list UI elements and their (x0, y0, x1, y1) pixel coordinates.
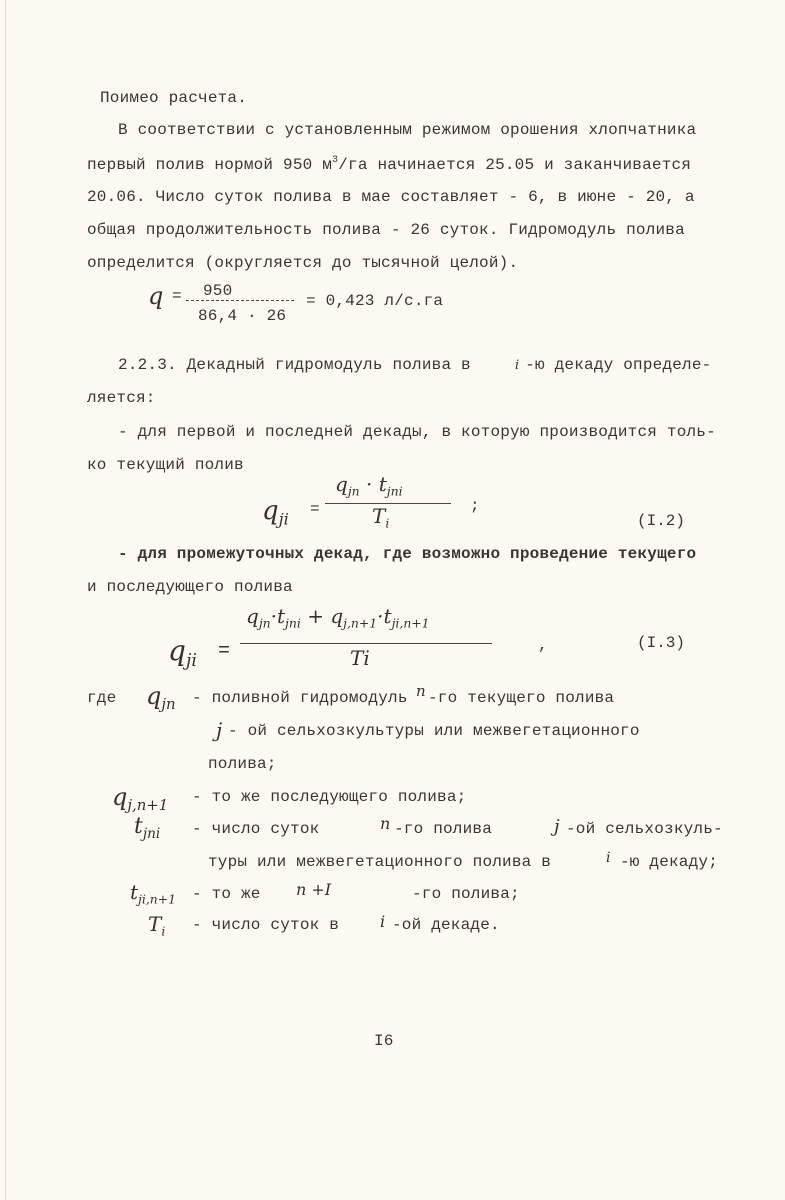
legend-text2-t-ji-n1: -го полива; (412, 885, 520, 903)
legend-text-j: - ой сельхозкультуры или межвегетационного (228, 722, 640, 740)
formula-denominator: 86,4 · 26 (198, 307, 287, 325)
equation-number-I-2: (I.2) (637, 512, 686, 530)
legend-symbol-t-ji-n1: $t_{ji,n+1}$ (130, 880, 177, 907)
legend-text-t-jni-continuation: туры или межвегетационного полива в (208, 853, 552, 871)
page-number: I6 (374, 1032, 394, 1050)
formula-lhs-q: q (148, 282, 164, 310)
superscript-3: 3 (332, 155, 339, 166)
section-2-2-3-line-1: 2.2.3. Декадный гидромодуль полива в i -ю декаду определе- (118, 356, 712, 374)
equation-number-I-3: (I.3) (637, 634, 686, 652)
section-2-2-3-line-3: - для первой и последней декады, в которую производится толь- (118, 423, 716, 441)
paragraph-line-3: 20.06. Число суток полива в мае составляет - 6, в июне - 20, а (87, 188, 695, 206)
intermediate-line-2: и последующего полива (87, 578, 293, 596)
formula-12-lhs: $q_{ji}$ (262, 496, 289, 529)
legend-where: где (87, 689, 117, 707)
legend-text2-t-jni-continuation: -ю декаду; (620, 853, 719, 871)
example-heading: Поимео расчета. (100, 89, 248, 107)
formula-numerator: 950 (203, 282, 233, 300)
legend-text-q-j-n1: - то же последующего полива; (192, 788, 467, 806)
legend-text2-t-jni: -го полива (394, 820, 493, 838)
legend-gap-symbol-n: n (380, 814, 391, 833)
symbol-i: i (514, 358, 520, 373)
formula-12-eq: = (310, 500, 320, 518)
formula-13-numerator: $q_{jn}\cdot t_{jni} + q_{j,n+1}\cdot t_{ji,n+1}$ (246, 604, 430, 631)
formula-13-comma: , (538, 636, 548, 654)
legend-gap-symbol-j: j (554, 816, 560, 837)
legend-symbol-T-i: $T_i$ (148, 912, 166, 939)
legend-gap-symbol-n: n (416, 682, 426, 700)
fraction-line (240, 643, 492, 644)
legend-text-t-ji-n1: - то же (192, 885, 261, 903)
formula-12-numerator: $q_{jn} \cdot t_{jni}$ (335, 472, 403, 499)
formula-eq: = (172, 287, 182, 305)
section-2-2-3-line-2: ляется: (87, 389, 156, 407)
formula-12-semicolon: ; (470, 497, 480, 515)
paragraph-line-5: определится (округляется до тысячной целой). (87, 254, 519, 272)
legend-text-continuation: полива; (208, 755, 277, 773)
legend-gap-symbol-i: i (380, 912, 386, 931)
paragraph-line-1: В соответствии с установленным режимом орошения хлопчатника (118, 121, 697, 139)
intermediate-line-1: - для промежуточных декад, где возможно проведение текущего (118, 545, 697, 563)
legend-symbol-q-j-n1: $q_{j,n+1}$ (112, 783, 169, 815)
legend-gap-symbol-n-plus-1: n +I (296, 880, 332, 899)
legend-text-t-jni: - число суток (192, 820, 320, 838)
legend-text3-t-jni: -ой сельхозкуль- (566, 820, 723, 838)
section-2-2-3-line-4: ко текущий полив (87, 456, 244, 474)
fraction-line (186, 300, 294, 302)
formula-13-eq: = (218, 640, 231, 663)
legend-gap-symbol-i: i (606, 850, 611, 866)
formula-13-denominator: Ti (350, 646, 370, 670)
legend-symbol-j: j (216, 718, 223, 742)
page-edge (5, 0, 6, 1200)
paragraph-line-4: общая продолжительность полива - 26 суток. Гидромодуль полива (87, 221, 685, 239)
formula-result: = 0,423 л/с.га (306, 292, 444, 310)
legend-symbol-q-jn: $q_{jn}$ (146, 682, 176, 714)
formula-13-lhs: $q_{ji}$ (168, 634, 197, 672)
legend-symbol-t-jni: $t_{jni}$ (134, 814, 161, 842)
legend-text2-T-i: -ой декаде. (392, 916, 500, 934)
formula-12-denominator: $T_i$ (372, 504, 390, 531)
legend-text-q-jn: - поливной гидромодуль (192, 689, 408, 707)
legend-text-T-i: - число суток в (192, 916, 340, 934)
paragraph-line-2: первый полив нормой 950 $м^3/га$ начинается 25.05 и заканчивается (87, 155, 692, 174)
legend-text2-q-jn: -го текущего полива (428, 689, 615, 707)
